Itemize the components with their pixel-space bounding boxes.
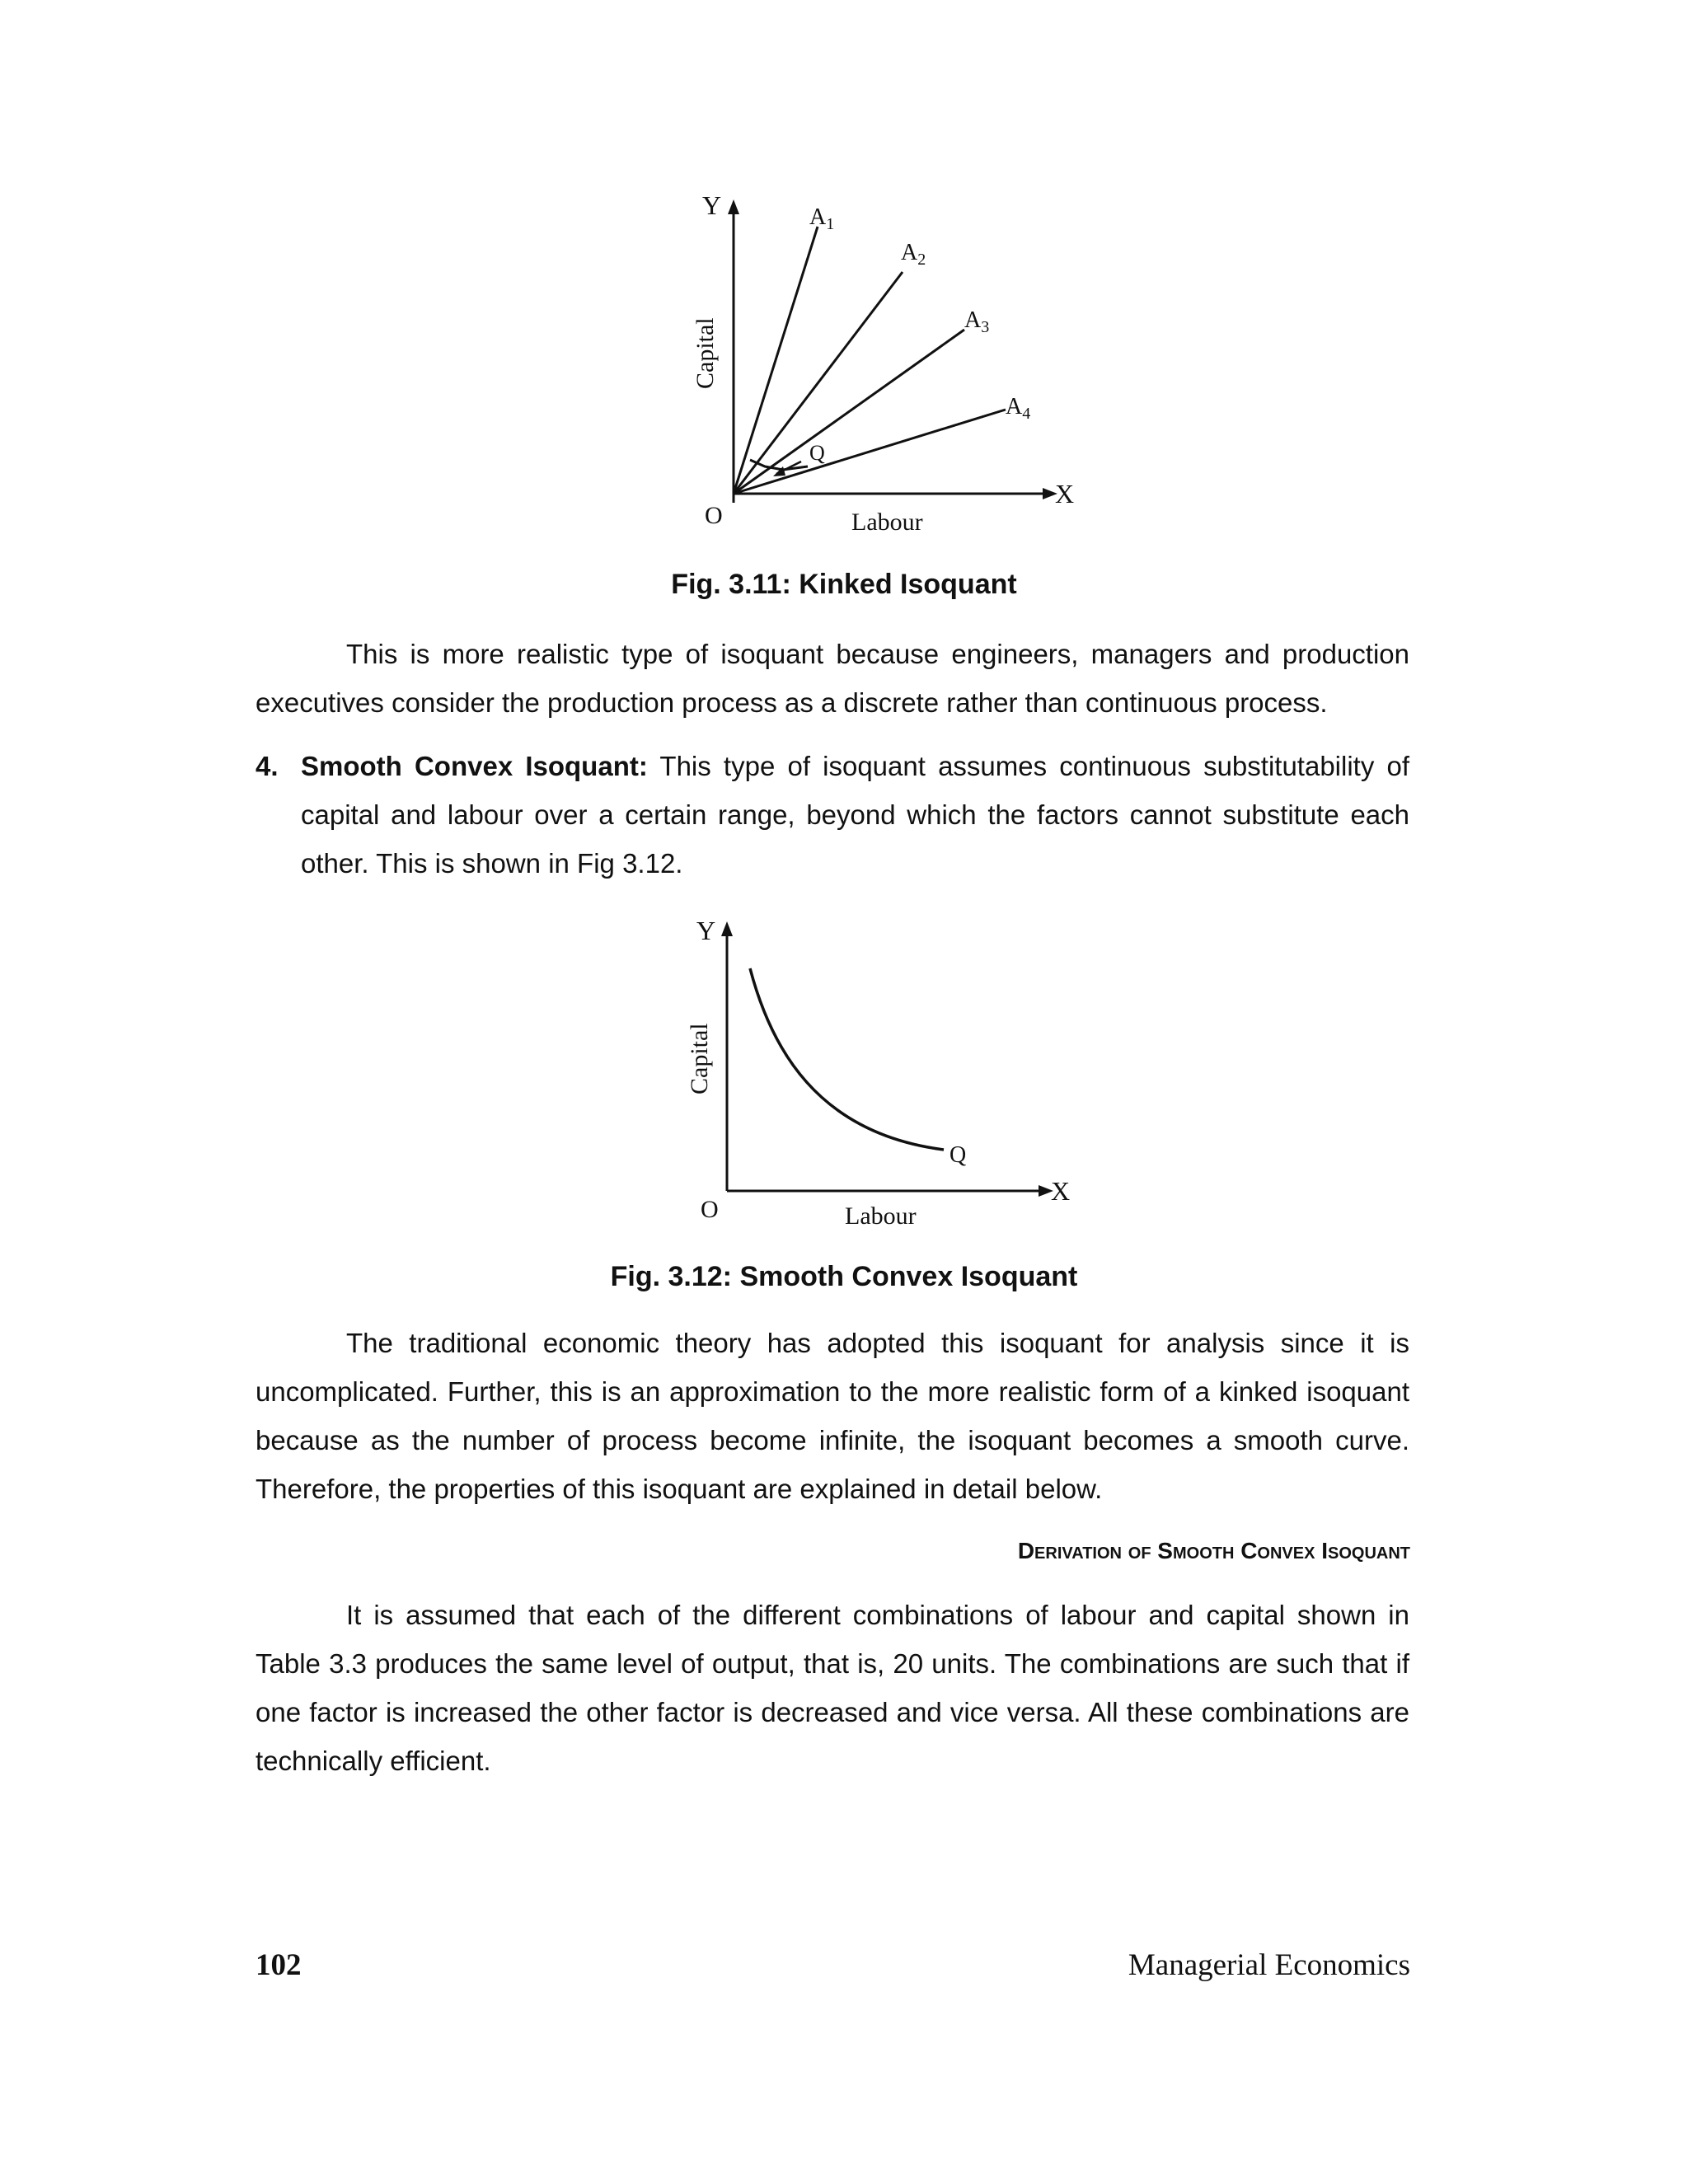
y-axis-arrow-icon [721,921,733,936]
y-axis-title: Capital [686,1023,713,1094]
origin-label: O [705,502,723,529]
ray-a4 [734,410,1006,494]
figure-caption-kinked: Fig. 3.11: Kinked Isoquant [671,569,1017,600]
ray-a3 [734,330,964,494]
ray-label-a2: $A_2$ [901,240,926,269]
list-item-lead: Smooth Convex Isoquant: [301,751,648,781]
y-axis-label: Y [696,916,716,945]
figure-caption-smooth: Fig. 3.12: Smooth Convex Isoquant [610,1261,1078,1292]
isoquant-label: Q [950,1142,967,1168]
paragraph-table-assumption: It is assumed that each of the different combinations of labour and capital shown in Table 3.3 produces the same level of output, that is, 20 units. The combinations are such that if one factor is increased the other factor is decreased and vice versa. All these combinations are technically efficient. [256,1600,1409,1776]
ray-label-a1: $A_1$ [809,204,835,233]
isoquant-label: Q [809,441,825,465]
y-axis-title: Capital [692,317,719,389]
ray-label-a4: $A_4$ [1006,394,1031,423]
list-item-body [256,742,1409,888]
x-axis-title: Labour [845,1202,917,1230]
list-item-text: This type of isoquant assumes continuous substitutability of capital and labour over a certain range, beyond which the factors cannot substitute each other. This is shown in Fig 3.12. [301,751,1410,879]
figure-kinked-isoquant [676,190,1104,544]
smooth-isoquant-curve [750,968,944,1150]
section-heading: Derivation of Smooth Convex Isoquant [1017,1538,1410,1563]
ray-a1 [734,227,818,494]
book-title: Managerial Economics [1128,1948,1410,1982]
y-axis-label: Y [702,190,722,220]
page-number: 102 [256,1948,302,1982]
paragraph-traditional-theory: The traditional economic theory has adopted this isoquant for analysis since it is uncomplicated. Further, this is an approximation to the more realistic form of a kinked isoquant because as the number of process become infinite, the isoquant becomes a smooth curve. Therefore, the properties of this isoquant are explained in detail below. [256,1328,1409,1504]
x-axis-label: X [1051,1176,1071,1206]
figure-smooth-convex-isoquant [676,915,1104,1244]
list-item-number: 4. [256,751,279,781]
smooth-convex-isoquant-diagram [676,915,1104,1244]
ray-label-a3: $A_3$ [964,307,990,336]
paragraph-kinked-realism: This is more realistic type of isoquant because engineers, managers and production executives consider the production process as a discrete rather than continuous process. [256,639,1409,718]
x-axis-title: Labour [851,509,923,536]
list-item-smooth-convex [256,742,1409,888]
origin-label: O [701,1196,719,1223]
x-axis-label: X [1055,479,1075,509]
kinked-isoquant-diagram [676,190,1104,544]
y-axis-arrow-icon [728,199,739,214]
